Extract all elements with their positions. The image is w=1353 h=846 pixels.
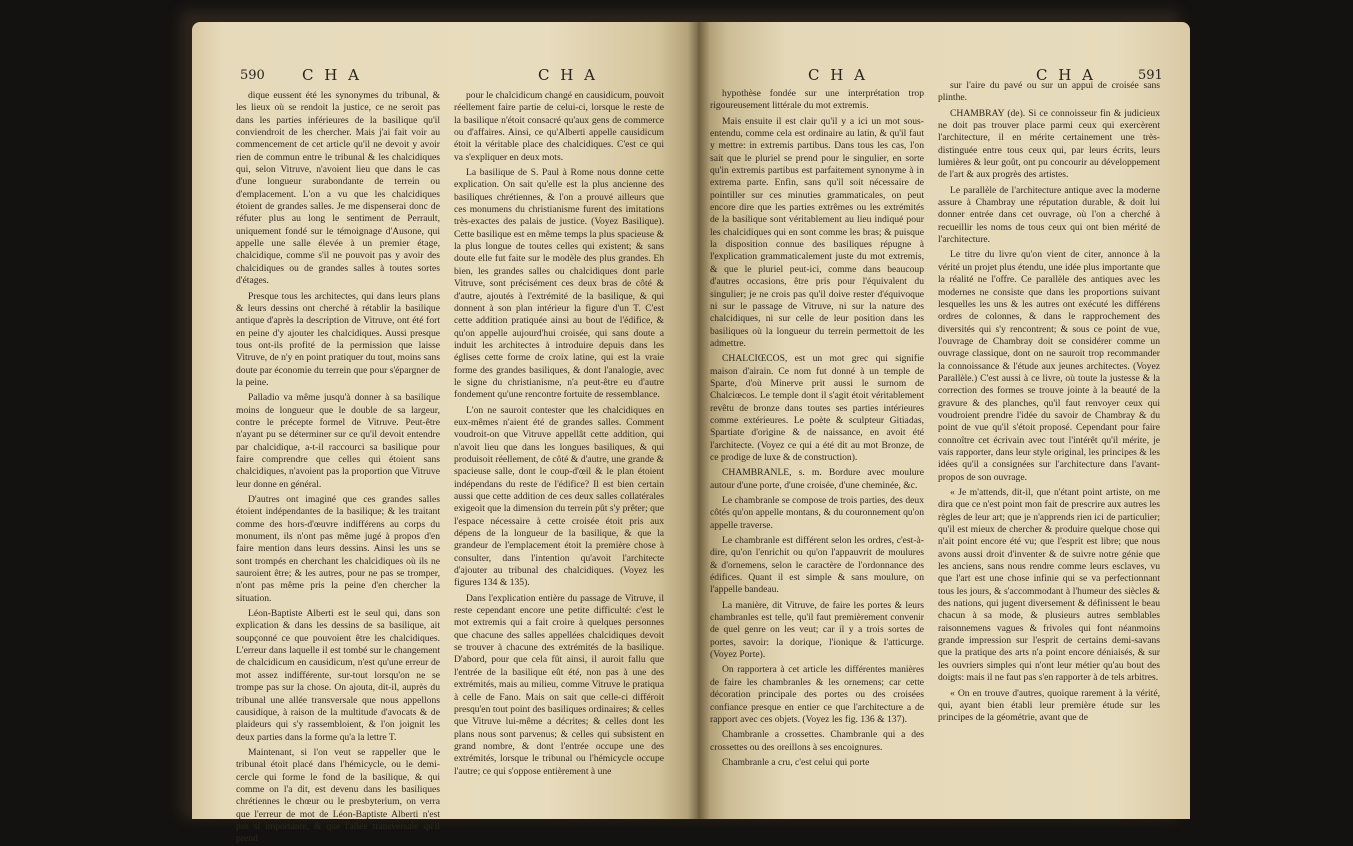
paragraph: Presque tous les architectes, qui dans leurs plans & leurs dessins ont cherché à rétablir la basilique antique d'après la description de Vitruve, ont été fort en peine d'y ajouter les chalcidiques. Aussi presque tous ont-ils profité de la permission que laisse Vitruve, de n'y en point pratiquer du tout, moins sans doute par économie du terrein que pour s'épargner de la peine. — [236, 290, 441, 388]
paragraph: Chambranle a cru, c'est celui qui porte — [722, 756, 870, 768]
paragraph: CHAMBRANLE, s. m. Bordure avec moulure autour d'une porte, d'une croisée, d'une cheminée, &c. — [710, 467, 924, 491]
left-column-2-text — [454, 90, 664, 778]
paragraph: Mais ensuite il est clair qu'il y a ici un mot sous-entendu, comme cela est ordinaire au latin, & qu'il faut y mettre: in extremis partibus. Dans tous les cas, l'on sait que le pluriel se prend pour le singulier, en sorte qu'in extremis partibus est parfaitement synonyme à in extrema parte. Enfin, sans qu'il soit nécessaire de pointiller sur ces minuties grammaticales, on peut encore dire que les parties extrêmes ou les extrémités de la basilique sont véritablement au lieu indiqué pour les chalcidiques qui en sont comme les bras; & puisque la disposition connue des basiliques répugne à l'explication grammaticalement juste du mot extremis, & que le pluriel peut-ici, comme dans beaucoup d'autres occasions, être pris pour l'équivalent du singulier; je ne crois pas qu'il doive rester d'équivoque ni sur le passage de Vitruve, ni sur la nature des chalcidiques, ni sur celle de leur position dans les basiliques où la longueur du terrein permettoit de les admettre. — [710, 115, 924, 349]
paragraph: Le chambranle se compose de trois parties, des deux côtés qu'on appelle montans, & du couronnement qu'on appelle traverse. — [710, 495, 924, 531]
left-page-column-1 — [236, 90, 441, 845]
right-page-header-right: C H A — [1036, 66, 1096, 84]
paragraph: Palladio va même jusqu'à donner à sa basilique moins de longueur que le double de sa largeur, contre le précepte formel de Vitruve. Peut-être n'ayant pu se déterminer sur ce qu'il devoit entendre par chalcidique, a-t-il raccourci sa basilique pour faire comprendre que celles qui étoient sans chalcidiques, n'avoient pas la proportion que Vitruve leur donne en général. — [236, 392, 440, 490]
paragraph: Maintenant, si l'on veut se rappeller que le tribunal étoit placé dans l'hémicycle, ou le demi-cercle qui forme le fond de la basilique, & qui comme on l'a dit, est devenu dans les basiliques chrétiennes le chœur ou le presbyterium, on verra que l'erreur de mot de Léon-Baptiste Alberti n'est pas si importante, & que l'allée transversale qu'il prend — [236, 746, 440, 845]
paragraph: L'on ne sauroit contester que les chalcidiques en eux-mêmes n'aient été de grandes salles. Comment voudroit-on que Vitruve appellât cette addition, qui n'avoit lieu que dans les longues basiliques, & qui produisoit réellement, de côté & d'autre, une grande & spacieuse salle, dont le coup-d'œil & le plan étoient indépendans du reste de l'édifice? Il est bien certain aussi que cette addition de ces deux salles collatérales exigeoit que la dimension du terrein pût s'y prêter; que l'espace nécessaire à cette croisée étoit pris aux dépens de la longueur de la basilique, & que la grandeur de l'emplacement étoit la première chose à consulter, dans l'intention qu'avoit l'architecte d'ajouter au tribunal des chalcidiques. (Voyez les figures 134 & 135). — [454, 404, 664, 589]
right-page-number: 591 — [1138, 68, 1163, 83]
right-column-2-text — [938, 80, 1160, 725]
paragraph: Le parallèle de l'architecture antique avec la moderne assure à Chambray une réputation durable, & doit lui donner entrée dans cet ouvrage, où l'on a cherché à recueillir les noms de tous ceux qui ont bien mérité de l'architecture. — [938, 184, 1160, 246]
paragraph: La basilique de S. Paul à Rome nous donne cette explication. On sait qu'elle est la plus ancienne des basiliques chrétiennes, & l'on a prouvé ailleurs que ces monumens du christianisme furent des imitations très-exactes des palais de justice. (Voyez Basilique). Cette basilique est en même temps la plus spacieuse & la plus longue de toutes celles qui existent; & sans doute elle fut faite sur le modèle des plus grandes. Eh bien, les grandes salles ou chalcidiques dont parle Vitruve, sont précisément ces deux bras de côté & d'autre, ajoutés à l'extrémité de la basilique, & qui donnent à son plan intérieur la figure d'un T. C'est cette addition pratiquée ainsi au bout de l'édifice, & qu'on appelle aujourd'hui croisée, qui sans doute a induit les architectes à introduire depuis dans les églises cette forme de croix latine, qui est la vraie forme des grandes basiliques, & dont l'analogie, avec le signe du christianisme, n'a peut-être eu d'autre fondement qu'une rencontre fortuite de ressemblance. — [454, 167, 664, 401]
paragraph: pour le chalcidicum changé en causidicum, pouvoit réellement faire partie de celui-ci, lorsque le reste de la basilique n'étoit consacré qu'aux gens de commerce ou d'affaires. Ainsi, ce qu'Alberti appelle causidicum étoit la véritable place des chalcidiques. C'est ce qui va s'expliquer en deux mots. — [454, 90, 664, 163]
paragraph: hypothèse fondée sur une interprétation trop rigoureusement littérale du mot extremis. — [710, 88, 924, 112]
left-page — [192, 22, 698, 845]
right-page-column-2 — [938, 80, 1160, 812]
paragraph: sur l'aire du pavé ou sur un appui de croisée sans plinthe. — [938, 80, 1160, 104]
paragraph: Léon-Baptiste Alberti est le seul qui, dans son explication & dans les dessins de sa basilique, ait soupçonné ce que pouvoient être les chalcidiques. L'erreur dans laquelle il est tombé sur le changement de chalcidicum en causidicum, n'est qu'une erreur de mot assez indifférente, sur-tout lorsqu'on ne se trompe pas sur la chose. On ajouta, dit-il, auprès du tribunal une allée transversale que nous appellons causidique, à raison de la multitude d'avocats & de plaideurs qui s'y rassembloient, & l'on joignit les deux parties dans la forme qu'a la lettre T. — [236, 608, 440, 743]
paragraph: CHAMBRAY (de). Si ce connoisseur fin & judicieux ne doit pas trouver place parmi ceux qui exercèrent l'architecture, il en mérite certainement une très-distinguée entre tous ceux qui, par leurs écrits, leurs lumières & leur goût, ont pu concourir au développement de l'art & aux progrès des artistes. — [938, 107, 1160, 181]
paragraph: Dans l'explication entière du passage de Vitruve, il reste cependant encore une petite difficulté: c'est le mot extremis qui a fait croire à quelques personnes que chacune des salles appellées chalcidiques devoit se trouver à chacune des extrémités de la basilique. D'abord, pour que cela fût ainsi, il auroit fallu que l'entrée de la basilique eût été, non pas à une des extrémités, mais au milieu, comme Vitruve le pratiqua à celle de Fano. Mais on sait que celle-ci différoit presqu'en tout point des basiliques ordinaires; & celles que Vitruve lui-même a décrites; & celles dont les plans nous sont parvenus; & celles qui subsistent en grand nombre, & dont l'entrée occupe une des extrémités, lorsque le tribunal ou l'hémicycle occupe l'autre; ce qui s'oppose entièrement à une — [454, 592, 664, 777]
paragraph: « Je m'attends, dit-il, que n'étant point artiste, on me dira que ce n'est point mon fait de prescrire aux autres les règles de leur art; que je n'apprends rien ici de particulier; qu'il est mieux de chercher & produire quelque chose qui n'ait point encore été vu; que l'esprit est libre; que nous avons aussi droit d'inventer & de suivre notre génie que les anciens, sans nous rendre comme leurs esclaves, vu que l'art est une chose infinie qui se va perfectionnant tous les jours, & s'accommodant à l'humeur des siècles & des nations, qui jugent diversement & définissent le beau chacun à sa mode, & plusieurs autres semblables raisonnemens vagues & frivoles qui font néanmoins grande impression sur l'esprit de certains demi-savans que la pratique des arts n'a point encore déniaisés, & sur les ouvriers simples qui n'ont leur métier qu'au bout des doigts: mais il ne faut pas s'en rapporter à de tels arbitres. — [938, 487, 1160, 684]
right-column-1-text — [710, 88, 924, 769]
right-page — [698, 22, 1190, 819]
paragraph: Le chambranle est différent selon les ordres, c'est-à-dire, qu'on l'enrichit ou qu'on l'appauvrit de moulures & d'ornemens, selon le caractère de l'ordonnance des édifices. Quant il est simple & sans moulure, on l'appelle bandeau. — [710, 535, 924, 596]
left-page-header-right: C H A — [538, 66, 598, 84]
paragraph: On rapportera à cet article les différentes manières de faire les chambranles & les ornemens; car cette décoration principale des portes ou des croisées confiance presque en entier ce que l'architecture a de rapport avec ces objets. (Voyez les fig. 136 & 137). — [710, 664, 924, 725]
left-column-1-text — [236, 90, 440, 846]
paragraph: CHALCIŒCOS, est un mot grec qui signifie maison d'airain. Ce nom fut donné à un temple de Sparte, d'où Minerve prit aussi le surnom de Chalciœcos. Le temple dont il s'agit étoit véritablement revêtu de bronze dans toutes ses parties intérieures comme extérieures. Le poète & sculpteur Gitiadas, Spartiate d'origine & de naissance, en avoit été l'architecte. (Voyez ce qui a été dit au mot Bronze, de ce prodige de luxe & de construction). — [710, 353, 924, 463]
paragraph: D'autres ont imaginé que ces grandes salles étoient indépendantes de la basilique; & les traitant comme des hors-d'œuvre indifférens au corps du monument, ils n'ont pas même jugé à propos d'en faire mention dans leurs dessins. Ainsi les uns se sont trompés en cherchant les chalcidiques où ils ne sauroient être; & les autres, pour ne pas se tromper, n'ont pas même pris la peine d'en chercher la situation. — [236, 494, 440, 604]
right-page-column-1 — [710, 88, 924, 812]
paragraph: Chambranle a crossettes. Chambranle qui a des crossettes ou des oreillons à ses encoignures. — [710, 729, 924, 753]
paragraph: La manière, dit Vitruve, de faire les portes & leurs chambranles est telle, qu'il faut premièrement convenir de quel genre on les veut; car il y a trois sortes de portes, savoir: la dorique, l'ionique & l'atticurge. (Voyez Porte). — [710, 599, 924, 661]
left-page-column-2 — [454, 90, 664, 812]
left-page-header-left: C H A — [302, 66, 362, 84]
paragraph: dique eussent été les synonymes du tribunal, & les lieux où se rendoit la justice, ce ne seroit pas dans les parties inférieures de la basilique qu'il conviendroit de les chercher. Mais j'ai fait voir au commencement de cet article qu'il ne devoit y avoir rien de commun entre le tribunal & les chalcidiques qui, selon Vitruve, n'avoient lieu que dans le cas d'une longueur surabondante de terrein ou d'emplacement. L'on a vu que les chalcidiques étoient de grandes salles. Je me dispenserai donc de réfuter plus au long le sentiment de Perrault, uniquement fondé sur le témoignage d'Ausone, qui appelle une salle élevée à un premier étage, chalcidique, comme s'il ne pouvoit pas y avoir des chalcidiques ou de grandes salles à toutes sortes d'étages. — [236, 90, 440, 287]
book-gutter — [688, 22, 710, 819]
right-page-header-left: C H A — [808, 66, 868, 84]
left-page-number: 590 — [240, 68, 265, 83]
paragraph: « On en trouve d'autres, quoique rarement à la vérité, qui, ayant bien établi leur première étude sur les principes de la géométrie, avant que de — [938, 687, 1160, 724]
paragraph: Le titre du livre qu'on vient de citer, annonce à la vérité un projet plus étendu, une idée plus importante que la réalité ne l'offre. Ce parallèle des antiques avec les modernes ne consiste que dans les proportions suivant lesquelles les uns & les autres ont exécuté les différens ordres de colonnes, & dans le rapprochement des diversités qui s'y rencontrent; & sous ce point de vue, l'ouvrage de Chambray doit se considérer comme un ouvrage classique, dont on ne sauroit trop recommander la connoissance & l'étude aux jeunes architectes. (Voyez Parallèle.) C'est aussi à ce livre, où toute la justesse & la correction des formes se trouve jointe à la beauté de la gravure & des planches, qu'il faut renvoyer ceux qui voudroient prendre l'idée du savoir de Chambray & du point de vue qu'il s'étoit proposé. Cependant pour faire connoître cet écrivain avec tout l'intérêt qu'il mérite, je vais rapporter, dans leur style original, les principes & les idées qu'il a consignées sur l'architecture dans l'avant-propos de son ouvrage. — [938, 249, 1160, 483]
